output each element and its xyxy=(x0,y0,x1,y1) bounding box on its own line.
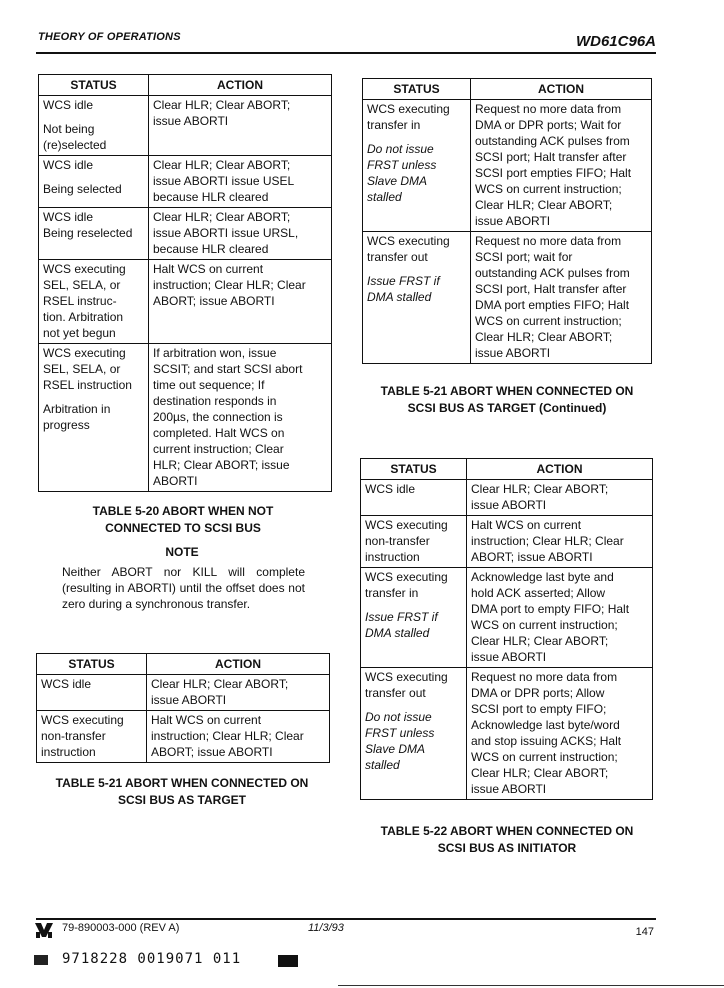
action-line: issue ABORTI xyxy=(151,693,227,707)
page-number: 147 xyxy=(635,926,654,938)
status-note-line: Issue FRST if xyxy=(367,274,440,288)
action-line: WCS on current instruction; xyxy=(471,618,618,632)
action-line: issue ABORTI issue URSL, xyxy=(153,226,299,240)
table-row xyxy=(39,344,332,492)
status-cell xyxy=(39,156,149,208)
barcode-number: 9718228 0019071 011 xyxy=(62,951,242,967)
action-cell xyxy=(149,96,332,156)
action-line: issue ABORTI xyxy=(471,498,547,512)
action-line: and stop issuing ACKS; Halt xyxy=(471,734,622,748)
status-line: WCS idle xyxy=(43,98,94,112)
status-note-line: Slave DMA xyxy=(365,742,426,756)
status-cell xyxy=(37,675,147,711)
action-line: Clear HLR; Clear ABORT; xyxy=(471,766,609,780)
status-cell xyxy=(361,480,467,516)
action-line: instruction; Clear HLR; Clear xyxy=(151,729,304,743)
status-line: WCS idle xyxy=(41,677,92,691)
action-line: issue ABORTI xyxy=(475,346,551,360)
action-line: SCSIT; and start SCSI abort xyxy=(153,362,303,376)
action-header: ACTION xyxy=(467,459,653,480)
action-line: Clear HLR; Clear ABORT; xyxy=(153,158,291,172)
status-line: WCS executing xyxy=(367,102,450,116)
action-cell xyxy=(467,568,653,668)
table-5-22-caption: TABLE 5-22 ABORT WHEN CONNECTED ON SCSI BUS AS INITIATOR xyxy=(380,824,634,855)
status-line: transfer out xyxy=(367,250,428,264)
status-line: Not being xyxy=(43,122,95,136)
document-date: 11/3/93 xyxy=(308,922,344,934)
status-cell xyxy=(39,208,149,260)
action-header: ACTION xyxy=(149,75,332,96)
action-line: because HLR cleared xyxy=(153,190,269,204)
action-cell xyxy=(149,208,332,260)
table-5-22 xyxy=(360,458,653,800)
company-logo-icon xyxy=(34,920,54,940)
action-cell xyxy=(147,675,330,711)
status-line: tion. Arbitration xyxy=(43,310,124,324)
action-line: Clear HLR; Clear ABORT; xyxy=(471,482,609,496)
action-line: WCS on current instruction; xyxy=(475,182,622,196)
action-line: ABORT; issue ABORTI xyxy=(471,550,593,564)
status-header: STATUS xyxy=(39,75,149,96)
action-line: SCSI port; Halt transfer after xyxy=(475,150,627,164)
action-line: Clear HLR; Clear ABORT; xyxy=(153,210,291,224)
action-line: completed. Halt WCS on xyxy=(153,426,285,440)
action-header: ACTION xyxy=(471,79,652,100)
section-title: THEORY OF OPERATIONS xyxy=(38,31,181,43)
action-line: Halt WCS on current xyxy=(471,518,582,532)
action-line: hold ACK asserted; Allow xyxy=(471,586,606,600)
status-header: STATUS xyxy=(363,79,471,100)
status-line: not yet begun xyxy=(43,326,116,340)
status-note-line: FRST unless xyxy=(367,158,437,172)
status-line: WCS idle xyxy=(43,158,94,172)
status-note-line: Do not issue xyxy=(365,710,432,724)
status-line: WCS executing xyxy=(43,262,126,276)
action-cell xyxy=(149,344,332,492)
footer-rule xyxy=(36,918,656,920)
action-line: issue ABORTI issue USEL xyxy=(153,174,295,188)
table-5-21-caption: TABLE 5-21 ABORT WHEN CONNECTED ON SCSI BUS AS TARGET xyxy=(55,776,309,807)
action-line: WCS on current instruction; xyxy=(475,314,622,328)
status-cell xyxy=(39,260,149,344)
status-note-line: DMA stalled xyxy=(367,290,432,304)
action-line: DMA or DPR ports; Wait for xyxy=(475,118,622,132)
action-line: destination responds in xyxy=(153,394,277,408)
action-line: outstanding ACK pulses from xyxy=(475,134,630,148)
status-line: RSEL instruc- xyxy=(43,294,117,308)
action-line: Acknowledge last byte/word xyxy=(471,718,620,732)
status-line: Arbitration in xyxy=(43,402,111,416)
action-line: HLR; Clear ABORT; issue xyxy=(153,458,290,472)
status-cell xyxy=(39,344,149,492)
status-line: (re)selected xyxy=(43,138,107,152)
action-line: Request no more data from xyxy=(475,102,622,116)
action-line: 200µs, the connection is xyxy=(153,410,283,424)
barcode-mark xyxy=(34,955,48,965)
status-cell xyxy=(361,516,467,568)
table-5-21 xyxy=(36,653,330,763)
table-row xyxy=(37,711,330,763)
table-5-21-continued-caption: TABLE 5-21 ABORT WHEN CONNECTED ON SCSI BUS AS TARGET (Continued) xyxy=(380,384,634,415)
action-line: issue ABORTI xyxy=(471,650,547,664)
action-cell xyxy=(467,480,653,516)
status-cell xyxy=(361,568,467,668)
action-line: SCSI port empties FIFO; Halt xyxy=(475,166,632,180)
status-line: instruction xyxy=(41,745,96,759)
note-title: NOTE xyxy=(165,545,199,559)
status-line: WCS executing xyxy=(365,570,448,584)
status-line: WCS executing xyxy=(43,346,126,360)
table-row xyxy=(363,100,652,232)
action-cell xyxy=(149,156,332,208)
action-line: issue ABORTI xyxy=(153,114,229,128)
action-line: ABORT; issue ABORTI xyxy=(153,294,275,308)
status-header: STATUS xyxy=(361,459,467,480)
action-line: SCSI port to empty FIFO; xyxy=(471,702,607,716)
status-header: STATUS xyxy=(37,654,147,675)
status-cell xyxy=(363,100,471,232)
status-line: SEL, SELA, or xyxy=(43,362,121,376)
action-line: If arbitration won, issue xyxy=(153,346,277,360)
status-line: transfer out xyxy=(365,686,426,700)
action-line: Halt WCS on current xyxy=(153,262,264,276)
action-cell xyxy=(467,516,653,568)
action-cell xyxy=(149,260,332,344)
header-rule xyxy=(36,52,656,54)
action-line: Acknowledge last byte and xyxy=(471,570,614,584)
action-line: Clear HLR; Clear ABORT; xyxy=(471,634,609,648)
action-line: instruction; Clear HLR; Clear xyxy=(471,534,624,548)
action-line: issue ABORTI xyxy=(475,214,551,228)
action-line: ABORTI xyxy=(153,474,198,488)
action-line: ABORT; issue ABORTI xyxy=(151,745,273,759)
status-line: Being selected xyxy=(43,182,122,196)
status-line: non-transfer xyxy=(41,729,106,743)
status-cell xyxy=(37,711,147,763)
action-line: outstanding ACK pulses from xyxy=(475,266,630,280)
action-line: because HLR cleared xyxy=(153,242,269,256)
action-line: Halt WCS on current xyxy=(151,713,262,727)
document-number: 79-890003-000 (REV A) xyxy=(62,922,180,934)
action-line: issue ABORTI xyxy=(471,782,547,796)
action-line: SCSI port; wait for xyxy=(475,250,573,264)
status-line: instruction xyxy=(365,550,420,564)
action-line: Request no more data from xyxy=(475,234,622,248)
table-5-20-caption: TABLE 5-20 ABORT WHEN NOT CONNECTED TO SCSI BUS xyxy=(92,504,274,535)
table-row xyxy=(361,516,653,568)
table-5-20 xyxy=(38,74,332,492)
status-note-line: Do not issue xyxy=(367,142,434,156)
status-line: WCS idle xyxy=(43,210,94,224)
action-line: SCSI port, Halt transfer after xyxy=(475,282,627,296)
table-row xyxy=(361,480,653,516)
status-cell xyxy=(361,668,467,800)
status-line: SEL, SELA, or xyxy=(43,278,121,292)
status-note-line: Issue FRST if xyxy=(365,610,438,624)
status-line: WCS idle xyxy=(365,482,416,496)
table-row xyxy=(37,675,330,711)
status-line: WCS executing xyxy=(367,234,450,248)
action-line: DMA or DPR ports; Allow xyxy=(471,686,605,700)
action-line: WCS on current instruction; xyxy=(471,750,618,764)
action-cell xyxy=(471,100,652,232)
action-cell xyxy=(147,711,330,763)
table-row xyxy=(39,96,332,156)
action-line: instruction; Clear HLR; Clear xyxy=(153,278,306,292)
table-row xyxy=(363,232,652,364)
table-row xyxy=(39,208,332,260)
status-line: WCS executing xyxy=(365,670,448,684)
table-5-21-continued xyxy=(362,78,652,364)
action-cell xyxy=(471,232,652,364)
status-note-line: stalled xyxy=(365,758,400,772)
table-row xyxy=(361,568,653,668)
status-line: RSEL instruction xyxy=(43,378,132,392)
status-line: non-transfer xyxy=(365,534,430,548)
barcode-end-mark xyxy=(278,955,298,967)
status-note-line: DMA stalled xyxy=(365,626,430,640)
action-cell xyxy=(467,668,653,800)
status-note-line: stalled xyxy=(367,190,402,204)
status-cell xyxy=(363,232,471,364)
status-line: progress xyxy=(43,418,90,432)
status-note-line: Slave DMA xyxy=(367,174,428,188)
action-line: Clear HLR; Clear ABORT; xyxy=(151,677,289,691)
table-row xyxy=(361,668,653,800)
status-line: WCS executing xyxy=(41,713,124,727)
status-line: transfer in xyxy=(365,586,419,600)
table-row xyxy=(39,156,332,208)
action-line: Clear HLR; Clear ABORT; xyxy=(475,198,613,212)
part-number: WD61C96A xyxy=(575,33,656,50)
table-row xyxy=(39,260,332,344)
status-line: WCS executing xyxy=(365,518,448,532)
bottom-rule xyxy=(338,985,724,986)
action-line: Clear HLR; Clear ABORT; xyxy=(153,98,291,112)
action-line: time out sequence; If xyxy=(153,378,265,392)
note-body: Neither ABORT nor KILL will complete (resulting in ABORTI) until the offset does not zero during a synchronous transfer. xyxy=(62,565,305,611)
action-line: Clear HLR; Clear ABORT; xyxy=(475,330,613,344)
action-line: current instruction; Clear xyxy=(153,442,284,456)
action-line: DMA port to empty FIFO; Halt xyxy=(471,602,630,616)
action-line: DMA port empties FIFO; Halt xyxy=(475,298,630,312)
action-line: Request no more data from xyxy=(471,670,618,684)
status-line: Being reselected xyxy=(43,226,133,240)
status-note-line: FRST unless xyxy=(365,726,435,740)
action-header: ACTION xyxy=(147,654,330,675)
status-cell xyxy=(39,96,149,156)
status-line: transfer in xyxy=(367,118,421,132)
